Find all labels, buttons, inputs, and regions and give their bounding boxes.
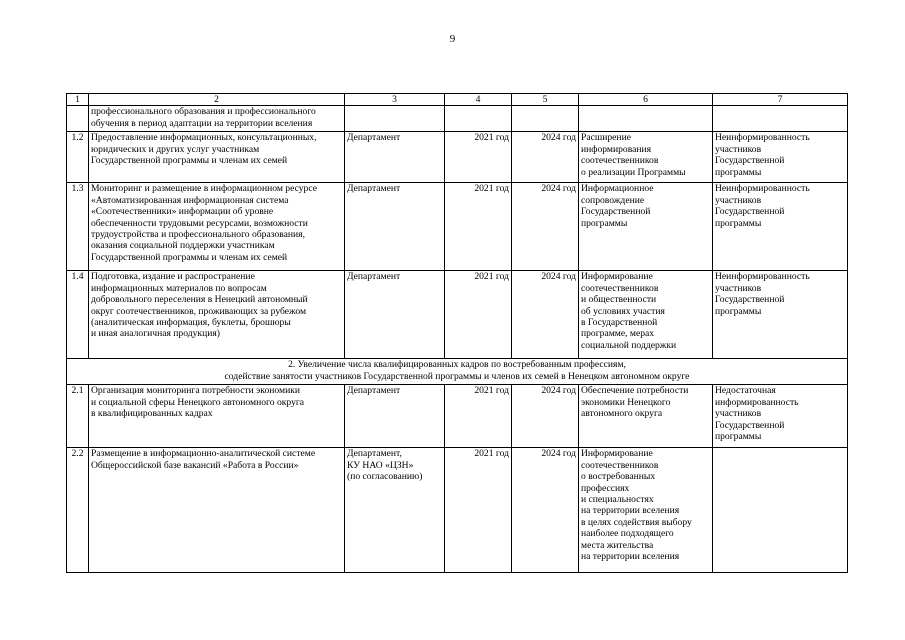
result-cell: Расширение информирования соотечественников о реализации Программы xyxy=(579,132,713,183)
consequence-cell: Недостаточная информированность участников Государственной программы xyxy=(713,385,848,448)
result-cell: Информационное сопровождение Государственной программы xyxy=(579,183,713,271)
measure-cell: Подготовка, издание и распространение информационных материалов по вопросам добровольного переселения в Ненецкий автономный округ соотечественников, проживающих за рубежом (аналитическая информация, буклеты, брошюры и иная аналогичная продукция) xyxy=(89,271,345,359)
executor-cell: Департамент, КУ НАО «ЦЗН» (по согласованию) xyxy=(345,448,445,573)
result-cell: Обеспечение потребности экономики Ненецкого автономного округа xyxy=(579,385,713,448)
section-heading: 2. Увеличение числа квалифицированных кадров по востребованным профессиям, содействие занятости участников Государственной программы и членов их семей в Ненецком автономном округе xyxy=(67,359,848,385)
measure-cell: Размещение в информационно-аналитической системе Общероссийской базе вакансий «Работа в России» xyxy=(89,448,345,573)
end-year-cell xyxy=(512,106,579,132)
end-year-cell: 2024 год xyxy=(512,385,579,448)
column-header: 5 xyxy=(512,94,579,106)
measure-cell: профессионального образования и профессионального обучения в период адаптации на территории вселения xyxy=(89,106,345,132)
row-number: 2.2 xyxy=(67,448,89,573)
start-year-cell: 2021 год xyxy=(445,271,512,359)
executor-cell: Департамент xyxy=(345,271,445,359)
result-cell: Информирование соотечественников о востребованных профессиях и специальностях на территории вселения в целях содействия выбору наиболее подходящего места жительства на территории вселения xyxy=(579,448,713,573)
column-header: 2 xyxy=(89,94,345,106)
start-year-cell xyxy=(445,106,512,132)
executor-cell xyxy=(345,106,445,132)
start-year-cell: 2021 год xyxy=(445,132,512,183)
start-year-cell: 2021 год xyxy=(445,385,512,448)
consequence-cell xyxy=(713,448,848,573)
executor-cell: Департамент xyxy=(345,183,445,271)
column-header: 6 xyxy=(579,94,713,106)
consequence-cell xyxy=(713,106,848,132)
measure-cell: Мониторинг и размещение в информационном ресурсе «Автоматизированная информационная система «Соотечественники» информации об уровне обеспеченности трудовыми ресурсами, возможности трудоустройства и профессионального образования, оказания социальной поддержки участникам Государственной программы и членам их семей xyxy=(89,183,345,271)
result-cell: Информирование соотечественников и общественности об условиях участия в Государственной программе, мерах социальной поддержки xyxy=(579,271,713,359)
plan-table xyxy=(66,93,848,573)
row-number: 1.3 xyxy=(67,183,89,271)
row-number: 1.2 xyxy=(67,132,89,183)
end-year-cell: 2024 год xyxy=(512,448,579,573)
table-row xyxy=(67,448,848,573)
page-number: 9 xyxy=(449,33,456,45)
column-header-row xyxy=(67,94,848,106)
start-year-cell: 2021 год xyxy=(445,448,512,573)
end-year-cell: 2024 год xyxy=(512,271,579,359)
column-header: 7 xyxy=(713,94,848,106)
measure-cell: Предоставление информационных, консультационных, юридических и других услуг участникам Государственной программы и членам их семей xyxy=(89,132,345,183)
table-row xyxy=(67,271,848,359)
measure-cell: Организация мониторинга потребности экономики и социальной сферы Ненецкого автономного округа в квалифицированных кадрах xyxy=(89,385,345,448)
section-row xyxy=(67,359,848,385)
column-header: 3 xyxy=(345,94,445,106)
row-number: 1.4 xyxy=(67,271,89,359)
consequence-cell: Неинформированность участников Государственной программы xyxy=(713,132,848,183)
row-number xyxy=(67,106,89,132)
table-row xyxy=(67,385,848,448)
executor-cell: Департамент xyxy=(345,132,445,183)
start-year-cell: 2021 год xyxy=(445,183,512,271)
table-row xyxy=(67,183,848,271)
column-header: 1 xyxy=(67,94,89,106)
consequence-cell: Неинформированность участников Государственной программы xyxy=(713,271,848,359)
column-header: 4 xyxy=(445,94,512,106)
row-number: 2.1 xyxy=(67,385,89,448)
executor-cell: Департамент xyxy=(345,385,445,448)
end-year-cell: 2024 год xyxy=(512,183,579,271)
end-year-cell: 2024 год xyxy=(512,132,579,183)
table-row xyxy=(67,106,848,132)
table-row xyxy=(67,132,848,183)
consequence-cell: Неинформированность участников Государственной программы xyxy=(713,183,848,271)
result-cell xyxy=(579,106,713,132)
